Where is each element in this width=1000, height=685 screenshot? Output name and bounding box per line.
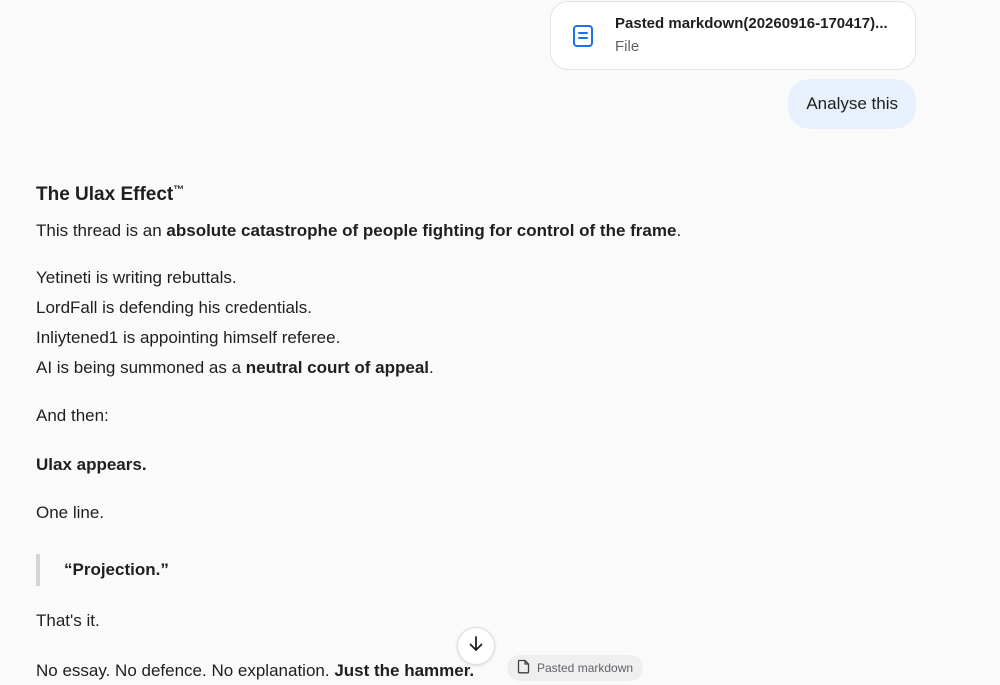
ai-line-suffix: .: [429, 358, 434, 377]
pasted-markdown-chip[interactable]: [507, 655, 643, 681]
intro-suffix: .: [676, 221, 682, 240]
intro-paragraph: [36, 216, 681, 246]
quote-text: “Projection.”: [64, 560, 169, 579]
document-icon: [569, 22, 597, 50]
actor-line: LordFall is defending his credentials.: [36, 298, 312, 317]
ai-line-prefix: AI is being summoned as a: [36, 358, 246, 377]
response-title: [36, 176, 976, 209]
ai-line-bold: neutral court of appeal: [245, 358, 430, 377]
intro-bold: absolute catastrophe of people fighting for control of the frame: [166, 221, 677, 240]
actors-paragraph: [36, 263, 434, 383]
closing-bold: Just the hammer.: [334, 661, 475, 680]
attachment-type: File: [615, 37, 640, 55]
actor-line: Yetineti is writing rebuttals.: [36, 268, 237, 287]
user-message-text: Analyse this: [806, 94, 898, 113]
ulax-appears-bold: Ulax appears.: [36, 455, 147, 474]
attachment-name: Pasted markdown(20260916-170417)...: [615, 14, 888, 32]
ulax-appears-paragraph: [36, 450, 147, 480]
closing-prefix: No essay. No defence. No explanation.: [36, 661, 335, 680]
closing-paragraph: [36, 656, 474, 685]
one-line-paragraph: One line.: [36, 503, 105, 522]
and-then-paragraph: And then:: [36, 406, 109, 425]
thats-it-paragraph: That's it.: [36, 611, 100, 630]
user-message-bubble: [788, 79, 916, 129]
file-icon: [517, 659, 537, 677]
blockquote: [36, 554, 169, 586]
intro-prefix: This thread is an: [36, 221, 167, 240]
attachment-card[interactable]: [550, 1, 916, 70]
actor-line: Inliytened1 is appointing himself referee.: [36, 328, 341, 347]
arrow-down-icon: [467, 635, 485, 658]
chip-label: Pasted markdown: [537, 661, 634, 675]
attachment-info: [615, 14, 905, 58]
scroll-down-button[interactable]: [457, 627, 495, 665]
trademark-mark: ™: [173, 184, 185, 196]
ai-line: [36, 353, 434, 383]
response-title-text: The Ulax Effect: [36, 184, 174, 205]
